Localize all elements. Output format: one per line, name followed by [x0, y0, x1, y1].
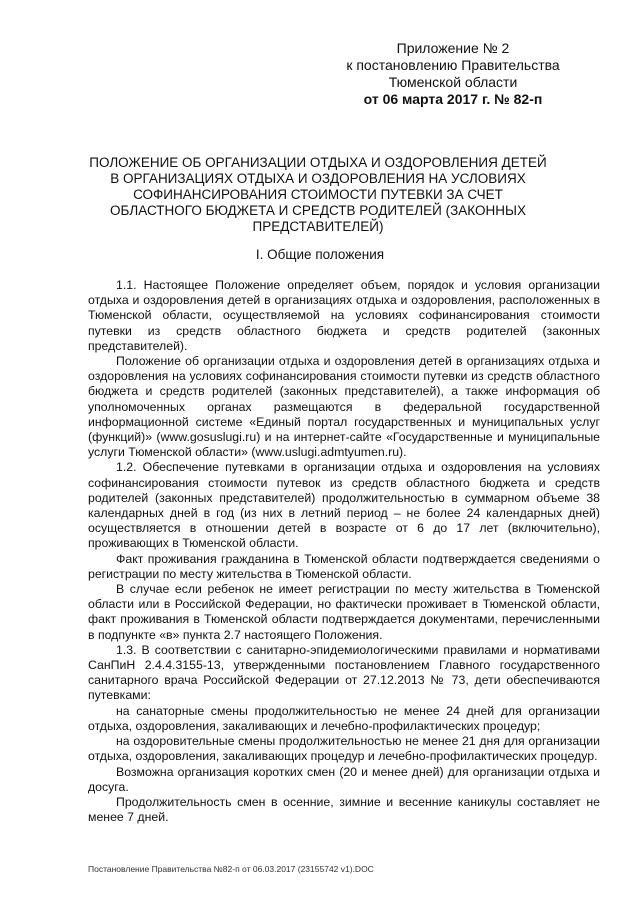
appendix-number: Приложение № 2 [396, 40, 510, 56]
appendix-date: от 06 марта 2017 г. № 82-п [363, 91, 543, 107]
document-title: ПОЛОЖЕНИЕ ОБ ОРГАНИЗАЦИИ ОТДЫХА И ОЗДОРОВЛЕНИЯ ДЕТЕЙ В ОРГАНИЗАЦИЯХ ОТДЫХА И ОЗДОРОВЛЕНИЯ НА УСЛОВИЯХ СОФИНАНСИРОВАНИЯ СТОИМОСТИ ПУТЕВКИ ЗА СЧЕТ ОБЛАСТНОГО БЮДЖЕТА И СРЕДСТВ РОДИТЕЛЕЙ (ЗАКОННЫХ ПРЕДСТАВИТЕЛЕЙ) [89, 155, 547, 234]
paragraph-portal-info: Положение об организации отдыха и оздоровления детей в организациях отдыха и оздоровления на условиях софинансирования стоимости путевки из средств областного бюджета и средств родителей (законных представителей), а также информация об уполномоченных органах размещаются в федеральной государственной информационной системе «Единый портал государственных и муниципальных услуг (функций)» (www.gosuslugi.ru) и на интернет-сайте «Государственные и муниципальные услуги Тюменской области» (www.uslugi.admtyumen.ru). [88, 354, 600, 460]
paragraph-residence-fact: Факт проживания гражданина в Тюменской области подтверждается сведениями о регистрации по месту жительства в Тюменской области. [88, 551, 600, 581]
paragraph-short-shifts: Возможна организация коротких смен (20 и менее дней) для организации отдыха и досуга. [88, 764, 600, 794]
paragraph-1-1: 1.1. Настоящее Положение определяет объем, порядок и условия организации отдыха и оздоровления детей в организациях отдыха и оздоровления, расположенных в Тюменской области, осуществляемой на условиях софинансирования стоимости путевки из средств областного бюджета и средств родителей (законных представителей). [88, 278, 600, 353]
paragraph-1-2: 1.2. Обеспечение путевками в организации отдыха и оздоровления на условиях софинансирования стоимости путевок из средств областного бюджета и средств родителей (законных представителей) продолжительностью в суммарном объеме 38 календарных дней в год (из них в летний период – не более 24 календарных дней) осуществляется в отношении детей в возрасте от 6 до 17 лет (включительно), проживающих в Тюменской области. [88, 460, 600, 551]
document-body [88, 278, 600, 825]
appendix-block [328, 40, 578, 108]
paragraph-1-3: 1.3. В соответствии с санитарно-эпидемиологическими правилами и нормативами СанПиН 2.4.4.3155-13, утвержденными постановлением Главного государственного санитарного врача Российской Федерации от 27.12.2013 № 73, дети обеспечиваются путевками: [88, 642, 600, 703]
section-heading: I. Общие положения [255, 247, 385, 262]
paragraph-sanatorium-shifts: на санаторные смены продолжительностью не менее 24 дней для организации отдыха, оздоровления, закаливающих и лечебно-профилактических процедур; [88, 703, 600, 733]
appendix-reference: к постановлению Правительства Тюменской области [346, 57, 560, 90]
paragraph-health-shifts: на оздоровительные смены продолжительностью не менее 21 дня для организации отдыха, оздоровления, закаливающих процедур и лечебно-профилактических процедур. [88, 734, 600, 764]
paragraph-holiday-shifts: Продолжительность смен в осенние, зимние и весенние каникулы составляет не менее 7 дней. [88, 794, 600, 825]
paragraph-no-registration: В случае если ребенок не имеет регистрации по месту жительства в Тюменской области или в Российской Федерации, но фактически проживает в Тюменской области, факт проживания в Тюменской области подтверждается документами, перечисленными в подпункте «в» пункта 2.7 настоящего Положения. [88, 582, 600, 642]
document-footer: Постановление Правительства №82-п от 06.03.2017 (23155742 v1).DOC [88, 864, 374, 874]
